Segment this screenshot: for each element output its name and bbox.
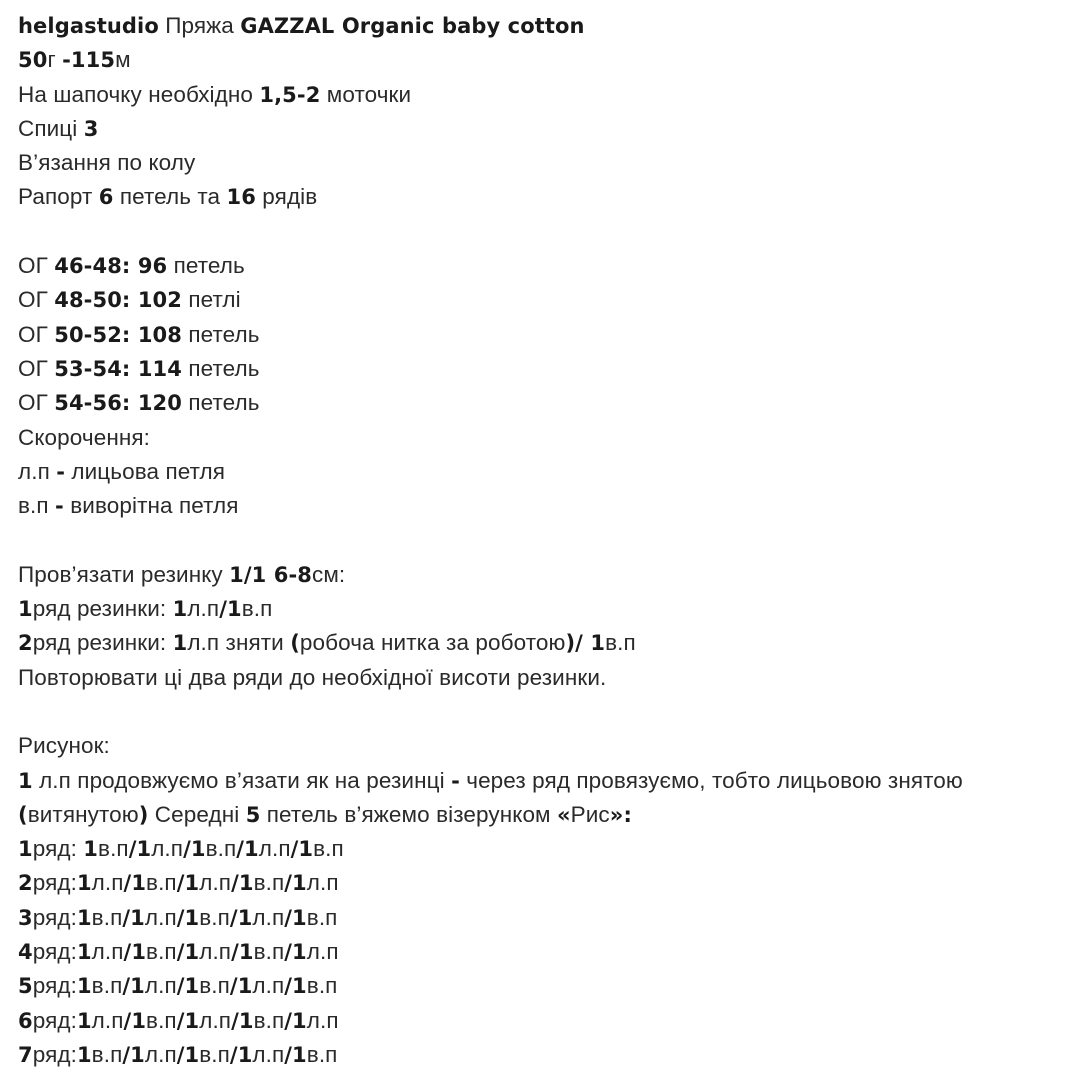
text-segment: м (115, 47, 131, 73)
bold-text: /1 (122, 1042, 145, 1067)
bold-text: 1/1 6-8 (229, 562, 312, 587)
clipped-line-above (0, 0, 1080, 6)
bold-text: /1 (231, 940, 254, 965)
bold-text: 3 (18, 905, 33, 930)
bold-text: 1 (18, 837, 33, 862)
bold-text: 7 (18, 1042, 33, 1067)
bold-text: 16 (226, 185, 256, 210)
bold-text: /1 (229, 905, 253, 930)
bold-text: /1 (123, 871, 147, 896)
text-line (18, 764, 1068, 798)
text-segment: в.п (91, 1041, 123, 1067)
bold-text: /1 (183, 837, 206, 862)
text-segment: в.п (146, 870, 177, 896)
bold-text: 1 (76, 871, 92, 896)
text-line (18, 798, 1068, 832)
text-line (18, 969, 1068, 1003)
text-segment: л.п (252, 904, 285, 930)
text-segment: рядів (255, 184, 318, 210)
text-line (18, 318, 1068, 352)
bold-text: helgastudio (18, 14, 159, 38)
bold-text: ) (138, 802, 149, 827)
text-segment: лицьова петля (65, 458, 226, 484)
bold-text: 50-52: 108 (54, 322, 182, 347)
text-segment: в.п (253, 870, 285, 896)
text-line (18, 661, 1068, 695)
text-segment: л.п (91, 939, 124, 965)
text-segment: в.п (91, 904, 123, 930)
text-segment: ряд резинки: (32, 630, 173, 656)
bold-text: /1 (176, 905, 200, 930)
text-segment: в.п (605, 630, 636, 656)
clipped-line-below (18, 1071, 418, 1080)
bold-text: 1 (76, 1042, 92, 1067)
text-segment: в.п (253, 1007, 285, 1033)
text-segment: л.п (18, 458, 57, 484)
text-segment: в.п (313, 836, 344, 862)
text-line (18, 421, 1068, 455)
bold-text: )/ 1 (565, 631, 606, 656)
bold-text: 2 (18, 871, 33, 896)
text-line (18, 283, 1068, 317)
bold-text: /1 (122, 974, 145, 999)
bold-text: 4 (18, 940, 33, 965)
text-line (18, 558, 1068, 592)
bold-text: 1 (18, 597, 33, 622)
bold-text: 1 (76, 905, 92, 930)
bold-text: /1 (229, 974, 253, 999)
text-segment: робоча нитка за роботою (299, 630, 566, 656)
text-segment: петель (167, 253, 245, 279)
text-segment: л.п (306, 1007, 339, 1033)
text-line (18, 1038, 1068, 1072)
bold-text: 54-56: 120 (54, 391, 182, 416)
text-segment: л.п (144, 973, 177, 999)
bold-text: /1 (229, 1042, 253, 1067)
text-line (18, 1004, 1068, 1038)
bold-text: /1 (231, 1008, 254, 1033)
bold-text: GAZZAL Organic baby cotton (240, 14, 585, 38)
text-segment: л.п зняти (187, 630, 291, 656)
bold-text: 1 (172, 631, 188, 656)
text-segment: л.п (199, 870, 232, 896)
bold-text: 5 (18, 974, 33, 999)
knitting-pattern-text (18, 9, 1068, 1072)
text-segment: моточки (320, 81, 412, 107)
text-line (18, 729, 1068, 763)
text-segment: ОГ (18, 355, 55, 381)
text-segment: петель в’яжемо візерунком (260, 801, 557, 827)
bold-text: »: (609, 802, 632, 827)
text-segment: в.п (241, 596, 273, 622)
bold-text: 3 (83, 116, 99, 141)
text-segment: г (47, 47, 63, 73)
text-segment: петель (181, 355, 260, 381)
text-segment: л.п (187, 596, 220, 622)
bold-text: - (55, 494, 64, 519)
text-segment: в.п (253, 939, 285, 965)
text-segment: витянутою (27, 801, 139, 827)
text-segment: через ряд провязуємо, тобто лицьовою знятою (459, 767, 963, 793)
text-segment: в.п (199, 1041, 230, 1067)
bold-text: /1 (231, 871, 254, 896)
text-segment: в.п (98, 836, 129, 862)
text-segment: в.п (199, 904, 230, 930)
bold-text: /1 (219, 597, 242, 622)
bold-text: /1 (123, 940, 147, 965)
text-segment: в.п (306, 1041, 338, 1067)
text-segment: л.п (199, 1007, 232, 1033)
bold-text: 1 (83, 837, 99, 862)
text-segment: л.п продовжуємо в’язати як на резинці (32, 767, 452, 793)
text-segment: Скорочення: (18, 424, 151, 450)
text-segment: л.п (144, 1041, 177, 1067)
text-line (18, 9, 1068, 43)
bold-text: 1 (76, 940, 92, 965)
text-line (18, 249, 1068, 283)
bold-text: 2 (18, 631, 33, 656)
bold-text: /1 (128, 837, 152, 862)
bold-text: /1 (284, 871, 307, 896)
text-line (18, 386, 1068, 420)
blank-line (18, 695, 1068, 729)
bold-text: 50 (18, 48, 48, 73)
bold-text: 1 (76, 974, 92, 999)
bold-text: 1 (76, 1008, 92, 1033)
text-segment: Рисунок: (18, 733, 110, 759)
text-segment: ОГ (18, 390, 55, 416)
text-segment: ОГ (18, 321, 55, 347)
blank-line (18, 523, 1068, 557)
text-segment: в.п (91, 973, 123, 999)
text-line (18, 352, 1068, 386)
text-line (18, 866, 1068, 900)
text-segment: в.п (306, 973, 338, 999)
bold-text: - (56, 459, 66, 484)
text-segment: л.п (252, 973, 285, 999)
text-segment: ряд: (32, 904, 77, 930)
bold-text: /1 (176, 940, 200, 965)
text-segment: л.п (91, 1007, 124, 1033)
text-line (18, 592, 1068, 626)
text-segment: см: (312, 561, 346, 587)
text-segment: Рапорт (18, 184, 99, 210)
bold-text: 1 (172, 597, 188, 622)
bold-text: /1 (284, 1008, 307, 1033)
text-line (18, 78, 1068, 112)
text-segment: петель (181, 390, 260, 416)
text-segment: в.п (18, 493, 56, 519)
text-segment: ряд: (32, 1007, 77, 1033)
text-segment: в.п (205, 836, 237, 862)
text-segment: л.п (199, 939, 232, 965)
bold-text: /1 (284, 940, 307, 965)
bold-text: /1 (290, 837, 314, 862)
text-segment: петель (181, 321, 260, 347)
bold-text: /1 (284, 1042, 307, 1067)
bold-text: « (556, 802, 571, 827)
bold-text: /1 (236, 837, 259, 862)
text-segment: ОГ (18, 253, 55, 279)
text-segment: ряд: (32, 1041, 77, 1067)
bold-text: /1 (176, 871, 200, 896)
text-segment: Пров’язати резинку (18, 561, 230, 587)
text-segment: Спиці (18, 115, 84, 141)
text-line (18, 901, 1068, 935)
text-segment: На шапочку необхідно (18, 81, 260, 107)
text-segment: Рис (570, 801, 610, 827)
text-segment: л.п (151, 836, 184, 862)
text-segment: л.п (306, 939, 339, 965)
text-segment: петлі (181, 287, 241, 313)
text-segment: ОГ (18, 287, 55, 313)
text-segment: ряд: (32, 870, 77, 896)
text-line (18, 935, 1068, 969)
text-segment: л.п (91, 870, 124, 896)
bold-text: ( (18, 802, 28, 827)
bold-text: /1 (284, 974, 307, 999)
blank-line (18, 215, 1068, 249)
bold-text: /1 (284, 905, 307, 930)
bold-text: ( (290, 631, 300, 656)
text-line (18, 455, 1068, 489)
text-segment: виворітна петля (63, 493, 239, 519)
bold-text: 46-48: 96 (54, 254, 168, 279)
bold-text: 6 (98, 185, 114, 210)
bold-text: 6 (18, 1008, 33, 1033)
text-segment: Середні (148, 801, 246, 827)
text-line (18, 112, 1068, 146)
text-segment: в.п (199, 973, 230, 999)
bold-text: /1 (123, 1008, 147, 1033)
bold-text: /1 (122, 905, 145, 930)
text-line (18, 146, 1068, 180)
text-line (18, 832, 1068, 866)
text-segment: в.п (146, 1007, 177, 1033)
text-line (18, 626, 1068, 660)
bold-text: 1,5-2 (259, 82, 321, 107)
text-line (18, 489, 1068, 523)
bold-text: /1 (176, 1008, 200, 1033)
bold-text: 48-50: 102 (54, 288, 182, 313)
text-segment: л.п (306, 870, 339, 896)
text-segment: в.п (146, 939, 177, 965)
bold-text: 53-54: 114 (54, 356, 182, 381)
text-segment: ряд резинки: (32, 596, 173, 622)
text-segment: л.п (258, 836, 291, 862)
text-segment: л.п (252, 1041, 285, 1067)
bold-text: - (451, 768, 460, 793)
text-segment: в.п (306, 904, 338, 930)
text-line (18, 43, 1068, 77)
text-segment: ряд: (32, 973, 77, 999)
text-segment: В’язання по колу (18, 150, 196, 176)
text-segment: Пряжа (158, 13, 241, 38)
text-segment: л.п (144, 904, 177, 930)
text-segment: петель та (113, 184, 227, 210)
bold-text: /1 (176, 974, 200, 999)
bold-text: 5 (245, 802, 261, 827)
text-segment: ряд: (32, 836, 84, 862)
bold-text: /1 (176, 1042, 200, 1067)
text-segment: ряд: (32, 939, 77, 965)
text-line (18, 180, 1068, 214)
bold-text: 1 (18, 768, 33, 793)
bold-text: -115 (62, 48, 116, 73)
text-segment: Повторювати ці два ряди до необхідної висоти резинки. (18, 664, 607, 690)
